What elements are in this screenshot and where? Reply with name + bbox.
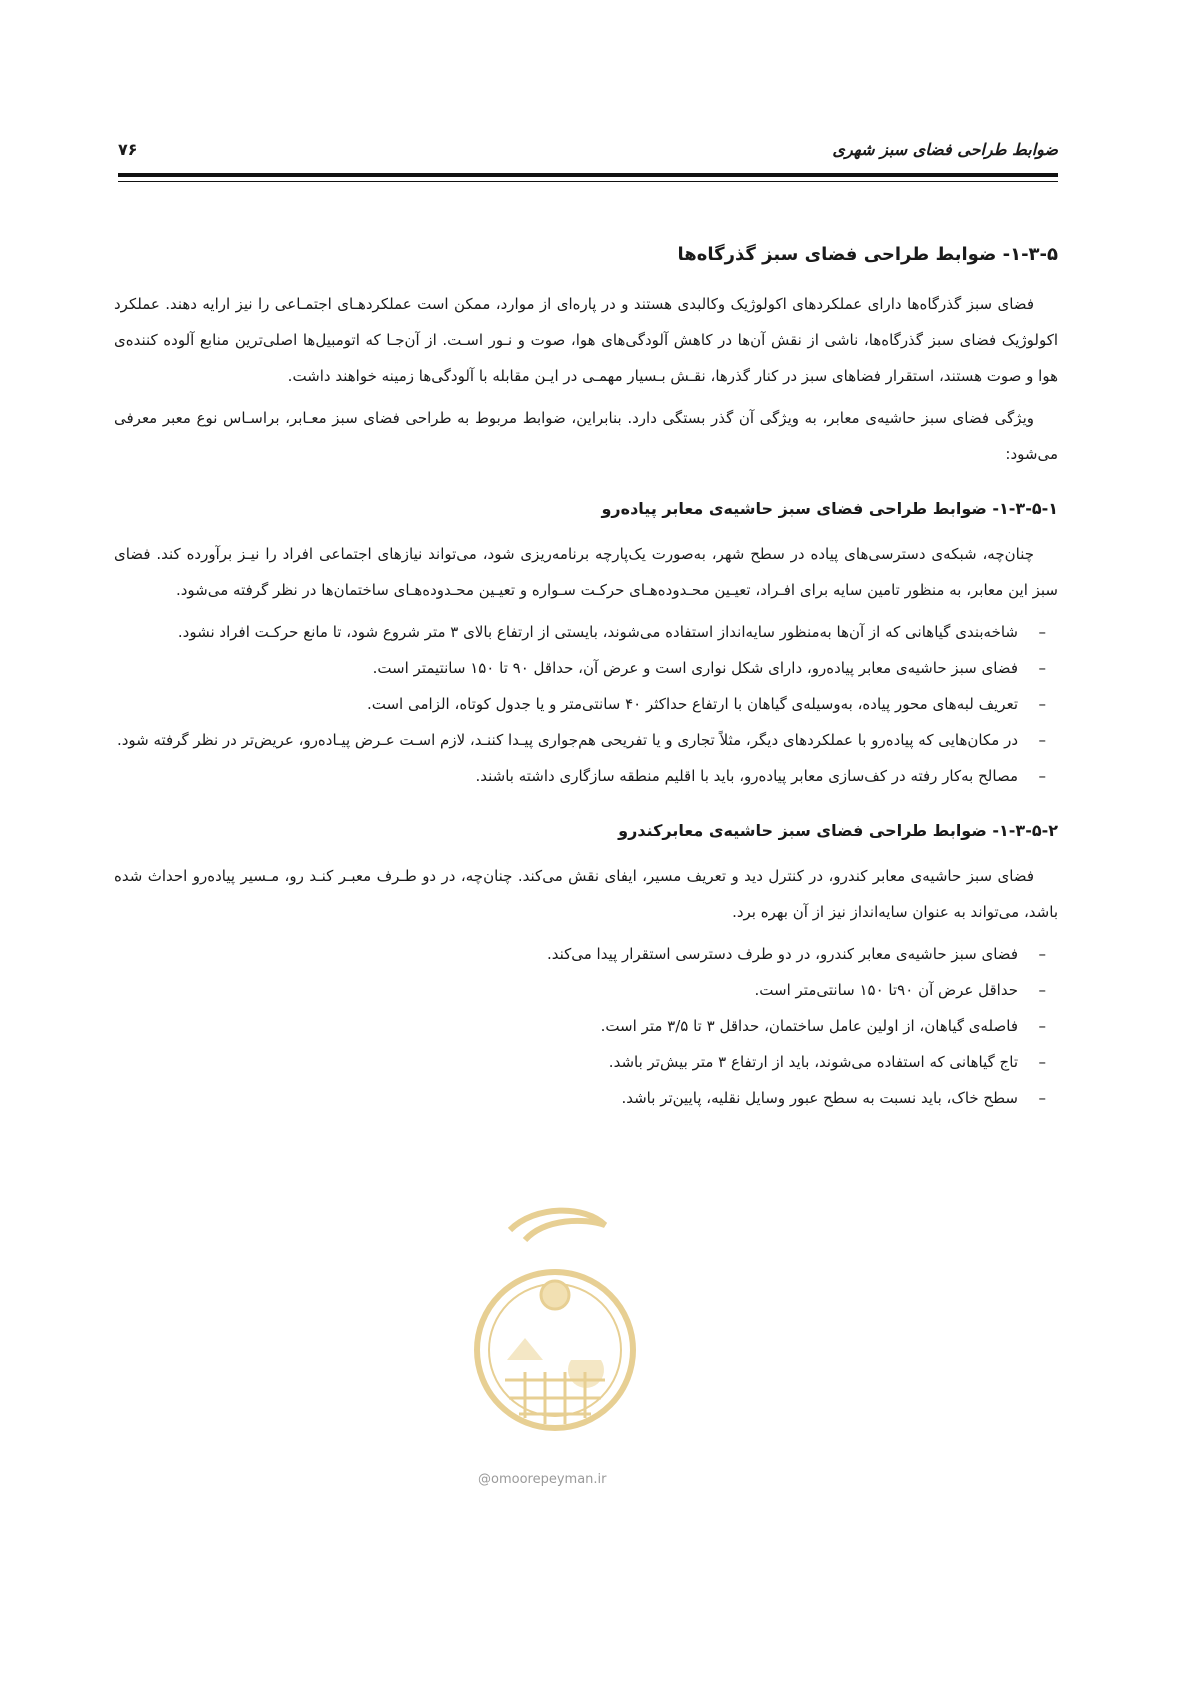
bullet-dash: – xyxy=(1038,1089,1046,1107)
page-content xyxy=(114,240,1058,1116)
bullet-dash: – xyxy=(1038,1053,1046,1071)
watermark-url: @omoorepeyman.ir xyxy=(478,1472,607,1487)
watermark-scale-icon xyxy=(507,1338,543,1360)
subsection-2-paragraph: فضای سبز حاشیه‌ی معابر کندرو، در کنترل دید و تعریف مسیر، ایفای نقش می‌کند. چنان‌چه، در دو طـرف معبـر کنـد رو، مـسیر پیاده‌رو احداث شده باشد، می‌تواند به عنوان سایه‌انداز نیز از آن بهره برد. xyxy=(114,867,1058,921)
section-paragraph-2: ویژگی فضای سبز حاشیه‌ی معابر، به ویژگی آن گذر بستگی دارد. بنابراین، ضوابط مربوط به طراحی فضای سبز معـابر، براسـاس نوع معبر معرفی می‌شود: xyxy=(114,409,1058,463)
list-item: – فاصله‌ی گیاهان، از اولین عامل ساختمان، حداقل ۳ تا ۳/۵ متر است. xyxy=(114,1008,1058,1044)
bullet-dash: – xyxy=(1038,731,1046,749)
subsection-1-list xyxy=(114,614,1058,794)
list-item: – تعریف لبه‌های محور پیاده، به‌وسیله‌ی گیاهان با ارتفاع حداکثر ۴۰ سانتی‌متر و یا جدول کوتاه، الزامی است. xyxy=(114,686,1058,722)
list-item: – در مکان‌هایی که پیاده‌رو با عملکردهای دیگر، مثلاً تجاری و یا تفریحی هم‌جواری پیـدا کننـد، لازم اسـت عـرض پیـاده‌رو، عریض‌تر در نظر گرفته شود. xyxy=(114,722,1058,758)
list-item: – شاخه‌بندی گیاهانی که از آن‌ها به‌منظور سایه‌انداز استفاده می‌شوند، بایستی از ارتفاع بالای ۳ متر شروع شود، تا مانع حرکـت افراد نشود. xyxy=(114,614,1058,650)
bullet-dash: – xyxy=(1038,623,1046,641)
bullet-dash: – xyxy=(1038,981,1046,999)
subsection-heading-1: ۱-۳-۵-۱- ضوابط طراحی فضای سبز حاشیه‌ی معابر پیاده‌رو xyxy=(601,499,1058,518)
subsection-2-list xyxy=(114,936,1058,1116)
section-paragraph-1: فضای سبز گذرگاه‌ها دارای عملکردهای اکولوژیک وکالبدی هستند و در پاره‌ای از موارد، ممکن است عملکردهـای اجتمـاعی را نیز ارایه دهند. عملکرد اکولوژیک فضای سبز گذرگاه‌ها، ناشی از نقش آن‌ها در کاهش آلودگی‌های هوا، صوت و نـور اسـت. از آن‌جـا که اتومبیل‌ها اصلی‌ترین منابع آلوده کننده‌ی هوا و صوت هستند، استقرار فضاهای سبز در کنار گذرها، نقـش بـسیار مهمـی در ایـن مقابله با آلودگی‌ها زمینه خواهند داشت. xyxy=(114,295,1058,385)
list-item: – مصالح به‌کار رفته در کف‌سازی معابر پیاده‌رو، باید با اقلیم منطقه سازگاری داشته باشند. xyxy=(114,758,1058,794)
list-item: – فضای سبز حاشیه‌ی معابر پیاده‌رو، دارای شکل نواری است و عرض آن، حداقل ۹۰ تا ۱۵۰ سانتیمتر است. xyxy=(114,650,1058,686)
bullet-dash: – xyxy=(1038,767,1046,785)
list-item: – تاج گیاهانی که استفاده می‌شوند، باید از ارتفاع ۳ متر بیش‌تر باشد. xyxy=(114,1044,1058,1080)
bullet-dash: – xyxy=(1038,695,1046,713)
page-number: ۷۶ xyxy=(118,140,138,159)
watermark-logo xyxy=(465,1200,645,1460)
running-title: ضوابط طراحی فضای سبز شهری xyxy=(832,140,1058,159)
watermark-emblem-icon xyxy=(541,1281,569,1309)
bullet-dash: – xyxy=(1038,659,1046,677)
header-rule-thin xyxy=(118,181,1058,182)
header-rule-thick xyxy=(118,173,1058,177)
bullet-dash: – xyxy=(1038,1017,1046,1035)
subsection-1-paragraph: چنان‌چه، شبکه‌ی دسترسی‌های پیاده در سطح شهر، به‌صورت یک‌پارچه برنامه‌ریزی شود، می‌تواند نیازهای اجتماعی افراد را نیـز برآورده کند. فضای سبز این معابر، به منظور تامین سایه برای افـراد، تعیـین محـدوده‌هـای حرکـت سـواره و تعیـین محـدوده‌هـای ساختمان‌ها در نظر گرفته می‌شود. xyxy=(114,545,1058,599)
list-item: – سطح خاک، باید نسبت به سطح عبور وسایل نقلیه، پایین‌تر باشد. xyxy=(114,1080,1058,1116)
running-header xyxy=(118,140,1058,164)
list-item: – حداقل عرض آن ۹۰تا ۱۵۰ سانتی‌متر است. xyxy=(114,972,1058,1008)
list-item: – فضای سبز حاشیه‌ی معابر کندرو، در دو طرف دسترسی استقرار پیدا می‌کند. xyxy=(114,936,1058,972)
section-heading: ۱-۳-۵- ضوابط طراحی فضای سبز گذرگاه‌ها xyxy=(677,244,1058,265)
subsection-heading-2: ۱-۳-۵-۲- ضوابط طراحی فضای سبز حاشیه‌ی معابرکندرو xyxy=(618,821,1058,840)
watermark-swash-icon xyxy=(510,1211,605,1240)
bullet-dash: – xyxy=(1038,945,1046,963)
